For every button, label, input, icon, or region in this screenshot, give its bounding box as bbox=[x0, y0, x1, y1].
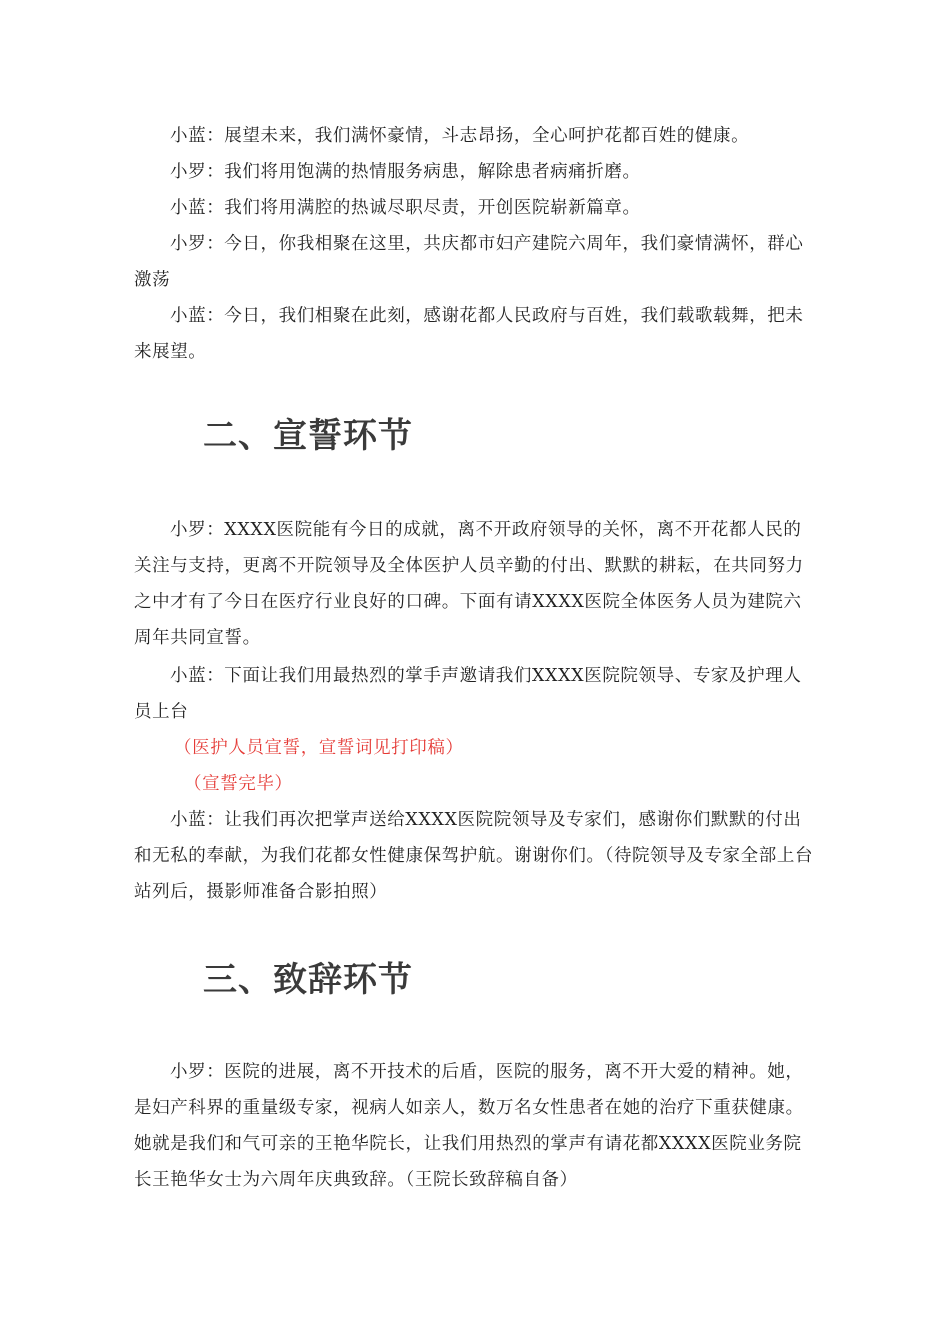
section-heading-oath: 二、宣誓环节 bbox=[203, 416, 413, 456]
paragraph-xiaolan-invite: 小蓝：下面让我们用最热烈的掌手声邀请我们XXXX医院院领导、专家及护理人员上台 bbox=[134, 666, 802, 722]
paragraph-xiaolan-thanks: 小蓝：让我们再次把掌声送给XXXX医院院领导及专家们，感谢你们默默的付出和无私的奉献，为我们花都女性健康保驾护航。谢谢你们。（待院领导及专家全部上台站列后，摄影师准备合影拍照） bbox=[134, 810, 814, 902]
paragraph-xiaoluo-speech: 小罗：医院的进展，离不开技术的后盾，医院的服务，离不开大爱的精神。她，是妇产科界的重量级专家，视病人如亲人，数万名女性患者在她的治疗下重获健康。她就是我们和气可亲的王艳华院长，让我们用热烈的掌声有请花都XXXX医院业务院长王艳华女士为六周年庆典致辞。（王院长致辞稿自备） bbox=[134, 1062, 804, 1190]
paragraph-xiaoluo-1: 小罗：我们将用饱满的热情服务病患，解除患者病痛折磨。 bbox=[170, 162, 641, 182]
paragraph-xiaoluo-2: 小罗：今日，你我相聚在这里，共庆都市妇产建院六周年，我们豪情满怀，群心激荡 bbox=[134, 234, 804, 290]
stage-note-oath-done: （宣誓完毕） bbox=[184, 774, 293, 794]
section-heading-speech: 三、致辞环节 bbox=[203, 960, 413, 1000]
paragraph-xiaolan-2: 小蓝：我们将用满腔的热诚尽职尽责，开创医院崭新篇章。 bbox=[170, 198, 641, 218]
stage-note-oath: （医护人员宣誓，宣誓词见打印稿） bbox=[174, 738, 464, 758]
paragraph-xiaoluo-oath-intro: 小罗：XXXX医院能有今日的成就，离不开政府领导的关怀，离不开花都人民的关注与支持，更离不开院领导及全体医护人员辛勤的付出、默默的耕耘，在共同努力之中才有了今日在医疗行业良好的口碑。下面有请XXXX医院全体医务人员为建院六周年共同宣誓。 bbox=[134, 520, 804, 648]
paragraph-xiaolan-1: 小蓝：展望未来，我们满怀豪情，斗志昂扬，全心呵护花都百姓的健康。 bbox=[170, 126, 750, 146]
paragraph-xiaolan-3: 小蓝：今日，我们相聚在此刻，感谢花都人民政府与百姓，我们载歌载舞，把未来展望。 bbox=[134, 306, 804, 362]
